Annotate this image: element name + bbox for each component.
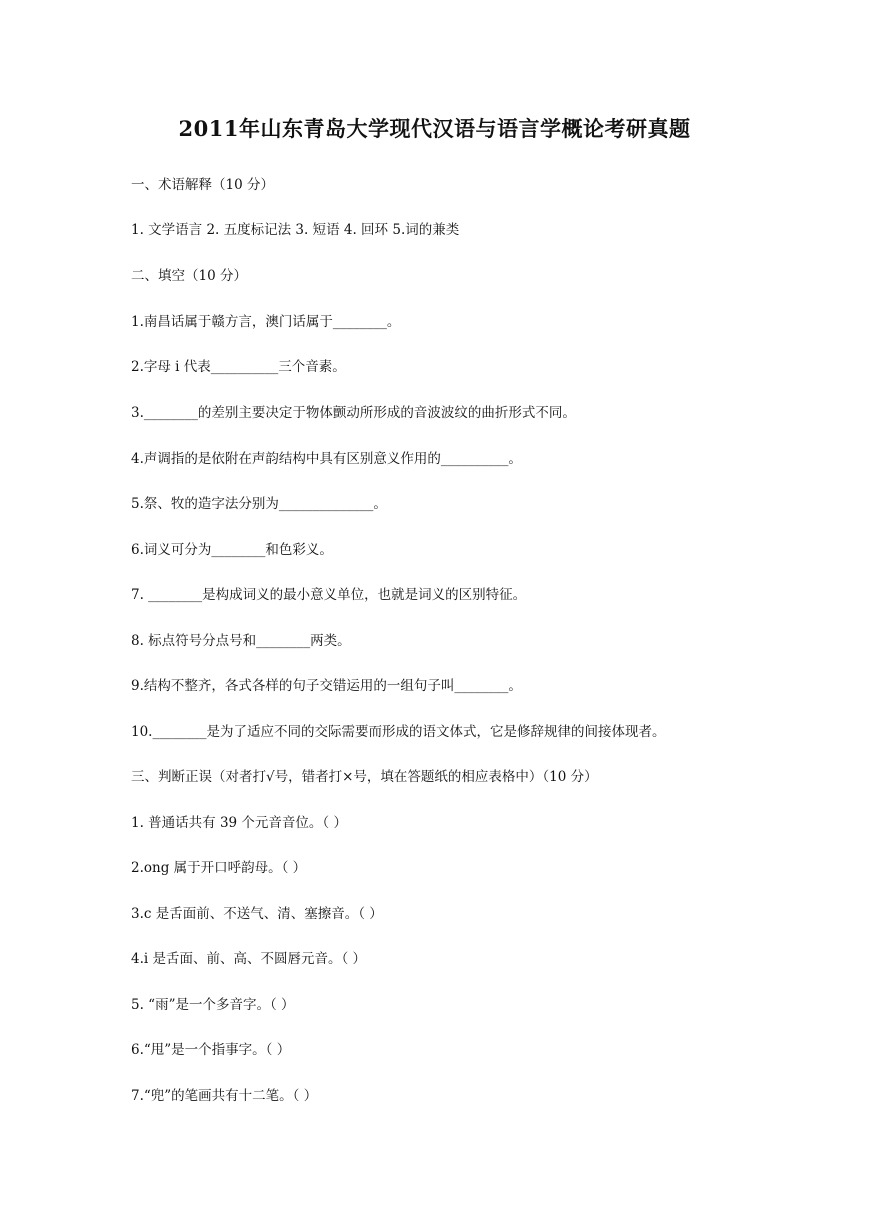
section-heading-fill-blank: 二、填空（10 分） (131, 268, 247, 284)
fill-blank-question-6: 6.词义可分为________和色彩义。 (131, 542, 333, 558)
true-false-question-6: 6.“甩”是一个指事字。（ ） (131, 1042, 291, 1058)
fill-blank-question-8: 8. 标点符号分点号和________两类。 (131, 633, 351, 649)
section-heading-true-false: 三、判断正误（对者打√号，错者打×号，填在答题纸的相应表格中）（10 分） (131, 769, 598, 785)
page-title: 2011年山东青岛大学现代汉语与语言学概论考研真题 (178, 116, 691, 141)
fill-blank-question-7: 7. ________是构成词义的最小意义单位，也就是词义的区别特征。 (131, 587, 527, 603)
fill-blank-question-4: 4.声调指的是依附在声韵结构中具有区别意义作用的__________。 (131, 451, 522, 467)
fill-blank-question-2: 2.字母 i 代表__________三个音素。 (131, 359, 346, 375)
terms-list: 1. 文学语言 2. 五度标记法 3. 短语 4. 回环 5.词的兼类 (131, 222, 460, 238)
fill-blank-question-3: 3.________的差别主要决定于物体颤动所形成的音波波纹的曲折形式不同。 (131, 405, 576, 421)
fill-blank-question-9: 9.结构不整齐，各式各样的句子交错运用的一组句子叫________。 (131, 678, 522, 694)
fill-blank-question-5: 5.祭、牧的造字法分别为______________。 (131, 496, 387, 512)
fill-blank-question-10: 10.________是为了适应不同的交际需要而形成的语文体式，它是修辞规律的间接体现者。 (131, 724, 666, 740)
true-false-question-2: 2.ong 属于开口呼韵母。（ ） (131, 860, 307, 876)
fill-blank-question-1: 1.南昌话属于赣方言，澳门话属于________。 (131, 314, 401, 330)
true-false-question-1: 1. 普通话共有 39 个元音音位。（ ） (131, 815, 347, 831)
true-false-question-4: 4.i 是舌面、前、高、不圆唇元音。（ ） (131, 951, 367, 967)
true-false-question-5: 5. “雨”是一个多音字。（ ） (131, 997, 295, 1013)
true-false-question-7: 7.“兜”的笔画共有十二笔。（ ） (131, 1088, 318, 1104)
true-false-question-3: 3.c 是舌面前、不送气、清、塞擦音。（ ） (131, 906, 383, 922)
section-heading-terms: 一、术语解释（10 分） (131, 177, 274, 193)
